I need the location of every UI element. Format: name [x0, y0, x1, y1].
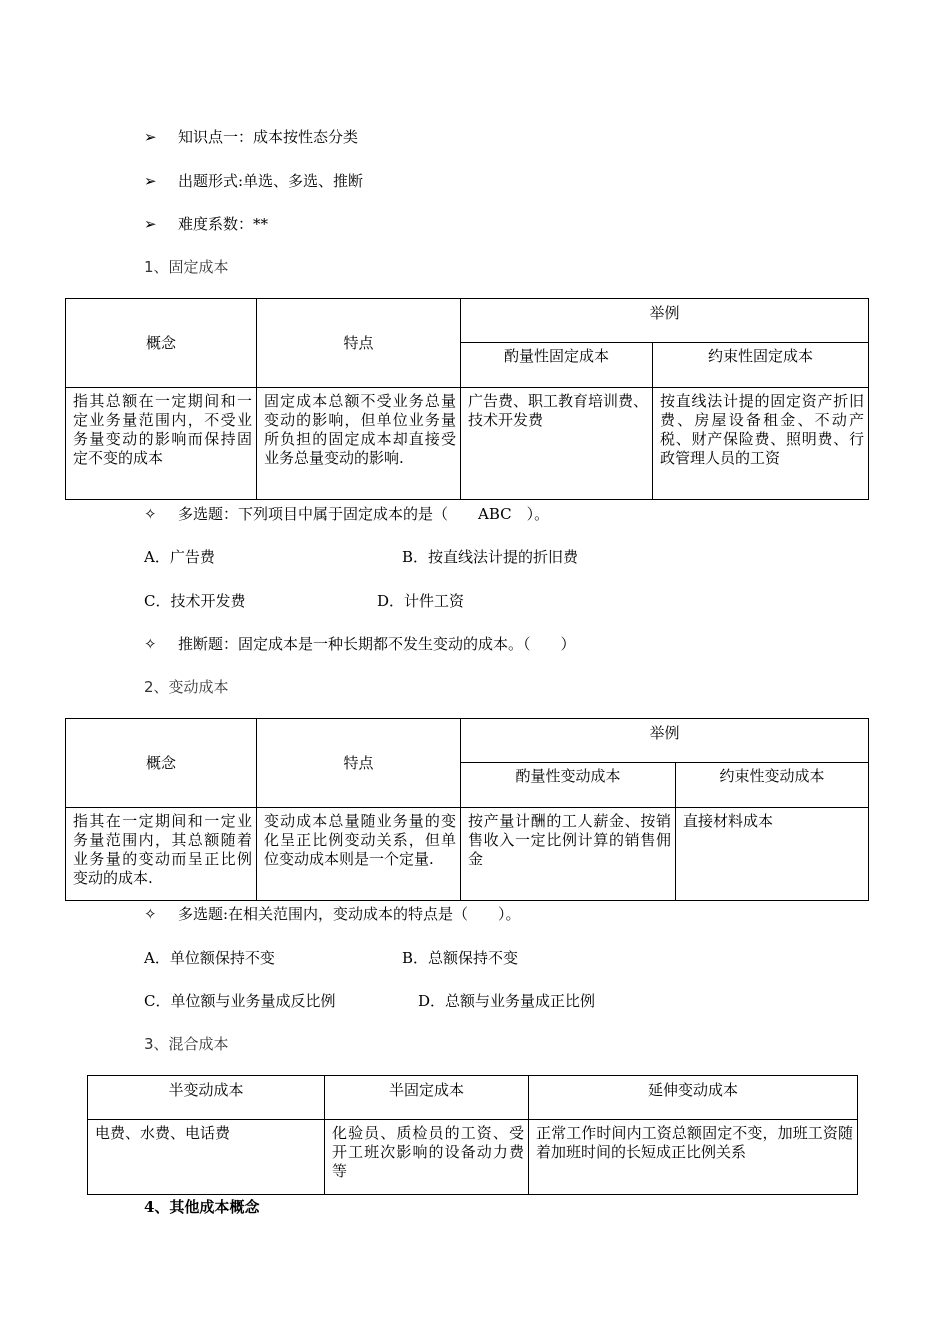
- discretionary-variable-cost-examples: 按产量计酬的工人薪金、按销售收入一定比例计算的销售佣金: [468, 812, 671, 868]
- true-false-question: [144, 634, 576, 654]
- semi-fixed-cost-header: 半固定成本: [388, 1081, 464, 1099]
- question-text: 多选题:在相关范围内，变动成本的特点是（ ）。: [178, 905, 521, 923]
- extended-variable-cost-examples: 正常工作时间内工资总额固定不变，加班工资随着加班时间的长短成正比例关系: [536, 1124, 853, 1161]
- arrowhead-icon: ➢: [144, 172, 157, 190]
- option-c: C．技术开发费: [144, 592, 246, 610]
- committed-fixed-cost-examples: 按直线法计提的固定资产折旧费、房屋设备租金、不动产税、财产保险费、照明费、行政管理人员的工资: [660, 392, 865, 467]
- bullet-line-topic: [144, 127, 358, 147]
- question-text: 推断题：固定成本是一种长期都不发生变动的成本。（ ）: [178, 635, 576, 653]
- fixed-cost-table: [65, 298, 869, 500]
- topic-text: 知识点一：成本按性态分类: [178, 128, 359, 146]
- section-heading-other-cost-concepts: 4、其他成本概念: [144, 1198, 260, 1216]
- semi-fixed-cost-examples: 化验员、质检员的工资、受开工班次影响的设备动力费等: [332, 1124, 524, 1180]
- discretionary-variable-cost-header: 酌量性变动成本: [515, 767, 621, 785]
- section-heading-fixed-cost: 1、固定成本: [144, 258, 229, 276]
- concept-header: 概念: [145, 333, 176, 352]
- extended-variable-cost-header: 延伸变动成本: [647, 1081, 738, 1099]
- feature-header: 特点: [343, 333, 374, 352]
- committed-variable-cost-examples: 直接材料成本: [683, 812, 774, 830]
- bullet-line-question-format: [144, 171, 363, 191]
- option-b: B．按直线法计提的折旧费: [402, 548, 579, 566]
- semi-variable-cost-header: 半变动成本: [168, 1081, 244, 1099]
- mixed-cost-table: [87, 1075, 858, 1195]
- section-heading-mixed-cost: 3、混合成本: [144, 1035, 229, 1053]
- feature-header: 特点: [343, 753, 374, 772]
- multi-choice-question-2: [144, 904, 521, 924]
- example-header: 举例: [649, 304, 680, 322]
- fixed-cost-feature: 固定成本总额不受业务总量变动的影响，但单位业务量所负担的固定成本却直接受业务总量变动的影响.: [264, 392, 456, 467]
- section-heading-variable-cost: 2、变动成本: [144, 678, 229, 696]
- concept-header: 概念: [145, 753, 176, 772]
- variable-cost-concept: 指其在一定期间和一定业务量范围内，其总额随着业务量的变动而呈正比例变动的成本.: [73, 812, 252, 887]
- difficulty-text: 难度系数：**: [178, 215, 269, 233]
- option-d: D．总额与业务量成正比例: [418, 992, 596, 1010]
- discretionary-fixed-cost-header: 酌量性固定成本: [503, 347, 609, 365]
- option-a: A．单位额保持不变: [144, 949, 275, 967]
- diamond-star-icon: ✧: [144, 635, 157, 653]
- diamond-star-icon: ✧: [144, 505, 157, 523]
- multi-choice-question-1: [144, 504, 549, 524]
- fixed-cost-concept: 指其总额在一定期间和一定业务量范围内，不受业务量变动的影响而保持固定不变的成本: [73, 392, 252, 467]
- arrowhead-icon: ➢: [144, 128, 157, 146]
- question-text: 多选题：下列项目中属于固定成本的是（ ABC ）。: [178, 505, 550, 523]
- option-a: A．广告费: [144, 548, 215, 566]
- example-header: 举例: [649, 724, 680, 742]
- variable-cost-table: [65, 718, 869, 901]
- option-b: B．总额保持不变: [402, 949, 519, 967]
- arrowhead-icon: ➢: [144, 215, 157, 233]
- diamond-star-icon: ✧: [144, 905, 157, 923]
- variable-cost-feature: 变动成本总量随业务量的变化呈正比例变动关系，但单位变动成本则是一个定量.: [264, 812, 456, 868]
- bullet-line-difficulty: [144, 214, 268, 234]
- semi-variable-cost-examples: 电费、水费、电话费: [95, 1124, 231, 1142]
- question-format-text: 出题形式:单选、多选、推断: [178, 172, 364, 190]
- discretionary-fixed-cost-examples: 广告费、职工教育培训费、技术开发费: [468, 392, 649, 429]
- committed-fixed-cost-header: 约束性固定成本: [708, 347, 814, 365]
- option-c: C．单位额与业务量成反比例: [144, 992, 336, 1010]
- option-d: D．计件工资: [377, 592, 465, 610]
- committed-variable-cost-header: 约束性变动成本: [719, 767, 825, 785]
